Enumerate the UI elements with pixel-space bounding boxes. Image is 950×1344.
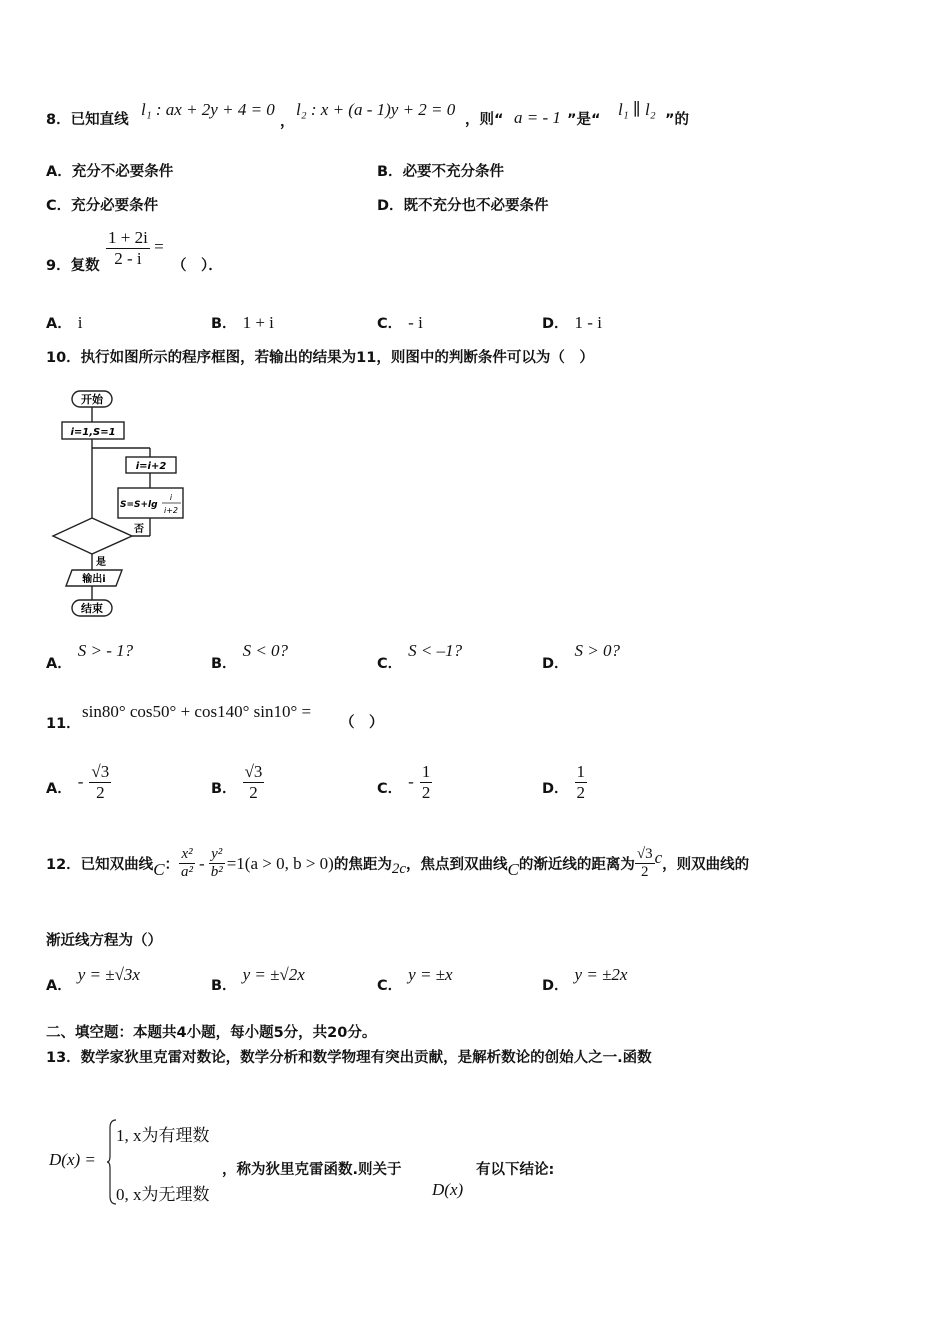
flow-start-label: 开始 — [81, 393, 103, 406]
option-text: y = ±√3x — [77, 965, 140, 984]
q12-text: ，则双曲线的 — [662, 857, 750, 874]
fraction-numerator: √3 — [635, 846, 655, 864]
option-text: - i — [408, 313, 423, 332]
q13-text: ，称为狄里克雷函数.则关于 — [222, 1162, 402, 1178]
q11-option-b[interactable] — [211, 762, 264, 802]
equals-sign: = — [154, 236, 164, 256]
q13-stem: 13．数学家狄里克雷对数论，数学分析和数学物理有突出贡献，是解析数论的创始人之一.函数 — [46, 1050, 652, 1066]
q12-option-b[interactable] — [211, 964, 305, 994]
q12-text: 的焦距为 — [333, 857, 392, 874]
flow-decision-diamond — [53, 518, 132, 554]
q9-option-d[interactable] — [542, 312, 602, 333]
q8-line2: l₂ : x + (a - 1)y + 2 = 0 — [296, 100, 456, 119]
option-sign: - — [408, 771, 414, 791]
option-label: A． — [46, 316, 72, 332]
q12-number: 12．已知双曲线 — [46, 857, 154, 874]
option-label: D． — [542, 316, 569, 332]
option-text: 充分不必要条件 — [71, 164, 174, 180]
option-text: 必要不充分条件 — [402, 164, 505, 180]
q8-number: 8．已知直线 — [46, 112, 129, 128]
q12-text: 的渐近线的距离为 — [518, 857, 635, 874]
option-label: C． — [377, 978, 403, 994]
option-text: y = ±2x — [574, 965, 628, 984]
q12-option-a[interactable] — [46, 964, 140, 994]
q10-option-a[interactable] — [46, 640, 134, 672]
flow-output-label: 输出i — [82, 574, 106, 585]
q13-case-rational: 1, x为有理数 — [116, 1126, 210, 1145]
fraction-numerator: √3 — [244, 762, 263, 781]
q8-then: ，则“ — [465, 112, 504, 128]
fraction-numerator: 1 + 2i — [108, 228, 148, 247]
flowchart — [50, 385, 220, 625]
q12-curve-name: C — [153, 859, 165, 879]
q10-option-d[interactable] — [542, 640, 621, 672]
option-label: D． — [377, 198, 404, 214]
option-text: S < –1? — [408, 641, 463, 660]
q8-is: ”是“ — [567, 112, 601, 128]
option-label: B． — [377, 164, 403, 180]
fraction-denominator: 2 — [96, 782, 105, 802]
option-label: C． — [377, 656, 403, 672]
q8-option-b[interactable] — [377, 160, 504, 181]
flow-update-num: i — [169, 493, 173, 502]
q8-option-c[interactable] — [46, 194, 158, 215]
q11-expression: sin80° cos50° + cos140° sin10° = — [82, 702, 312, 721]
option-text: 既不充分也不必要条件 — [403, 198, 549, 214]
section-heading: 二、填空题：本题共4小题，每小题5分，共20分。 — [46, 1025, 377, 1041]
q13-function-ref: D(x) — [432, 1180, 464, 1199]
q11-option-c[interactable] — [377, 762, 432, 802]
q12-text: ，焦点到双曲线 — [406, 857, 508, 874]
minus-sign: - — [199, 853, 205, 873]
fraction-numerator: √3 — [91, 762, 110, 781]
flow-end-label: 结束 — [81, 602, 103, 615]
option-text: S > - 1? — [77, 641, 134, 660]
q11-option-a[interactable] — [46, 762, 111, 802]
option-text: y = ±√2x — [242, 965, 305, 984]
q10-option-b[interactable] — [211, 640, 289, 672]
q12-colon: ： — [164, 857, 180, 874]
q13-case-irrational: 0, x为无理数 — [116, 1185, 210, 1204]
q9-fraction — [106, 228, 164, 268]
q11-number: 11． — [46, 716, 81, 732]
option-sign: - — [77, 771, 84, 791]
q9-option-b[interactable] — [211, 312, 274, 333]
q8-parallel: l₁ ∥ l₂ — [618, 100, 656, 119]
q9-option-a[interactable] — [46, 312, 82, 333]
option-label: D． — [542, 978, 569, 994]
fraction-numerator: y² — [209, 846, 225, 864]
q12-curve-name: C — [507, 859, 519, 879]
option-text: 1 + i — [242, 313, 274, 332]
q13-text-end: 有以下结论: — [476, 1162, 555, 1178]
option-text: 1 - i — [574, 313, 602, 332]
option-text: S > 0? — [574, 641, 621, 660]
option-label: A． — [46, 780, 72, 797]
q12-option-c[interactable] — [377, 964, 453, 994]
fraction-denominator: 2 — [421, 782, 431, 802]
option-text: y = ±x — [408, 965, 453, 984]
option-label: B． — [211, 780, 237, 797]
flow-inc-label: i=i+2 — [135, 461, 167, 472]
fraction-denominator: b² — [210, 864, 223, 881]
option-text: i — [77, 313, 83, 332]
flow-update-label: S=S+lg — [120, 500, 158, 510]
q8-line1: l₁ : ax + 2y + 4 = 0 — [141, 100, 275, 119]
q10-option-c[interactable] — [377, 640, 463, 672]
option-text: S < 0? — [242, 641, 289, 660]
q8-end: ”的 — [665, 112, 690, 128]
q13-function: D(x) = — [49, 1150, 96, 1169]
option-label: D． — [542, 780, 569, 797]
q12-focal: 2c — [391, 861, 407, 878]
option-text: 充分必要条件 — [71, 198, 159, 214]
option-label: C． — [46, 198, 72, 214]
q12-option-d[interactable] — [542, 964, 628, 994]
option-label: B． — [211, 656, 237, 672]
q8-sep: ， — [280, 114, 295, 130]
q9-option-c[interactable] — [377, 312, 423, 333]
flow-update-den: i+2 — [163, 506, 179, 515]
option-label: C． — [377, 316, 403, 332]
fraction-numerator: 1 — [421, 762, 431, 781]
option-label: B． — [211, 316, 237, 332]
flow-init-label: i=1,S=1 — [70, 427, 116, 438]
q12-stem — [46, 846, 749, 882]
q11-option-d[interactable] — [542, 762, 587, 802]
option-label: A． — [46, 656, 72, 672]
q8-option-a[interactable] — [46, 160, 173, 181]
option-label: C． — [377, 780, 403, 797]
option-label: D． — [542, 656, 569, 672]
q8-stem — [46, 108, 129, 129]
q12-c: c — [654, 847, 663, 867]
q9-tail: （ ）． — [172, 258, 223, 274]
q8-option-d[interactable] — [377, 194, 549, 215]
option-label: B． — [211, 978, 237, 994]
flow-no-label: 否 — [134, 524, 144, 535]
fraction-denominator: a² — [181, 864, 194, 881]
fraction-numerator: x² — [179, 846, 195, 864]
option-label: A． — [46, 164, 72, 180]
option-label: A． — [46, 978, 72, 994]
q11-tail: （ ） — [340, 715, 384, 731]
fraction-denominator: 2 — [249, 782, 258, 802]
fraction-denominator: 2 — [640, 864, 649, 881]
q8-condition: a = - 1 — [514, 108, 561, 127]
q9-number: 9．复数 — [46, 258, 100, 274]
q12-line2: 渐近线方程为（） — [46, 933, 162, 949]
fraction-numerator: 1 — [576, 762, 586, 781]
q10-stem: 10．执行如图所示的程序框图，若输出的结果为11，则图中的判断条件可以为（ ） — [46, 350, 594, 366]
fraction-denominator: 2 — [576, 782, 586, 802]
fraction-denominator: 2 - i — [114, 248, 142, 268]
flow-yes-label: 是 — [96, 557, 106, 568]
q12-equation-tail: =1(a > 0, b > 0) — [226, 853, 334, 873]
